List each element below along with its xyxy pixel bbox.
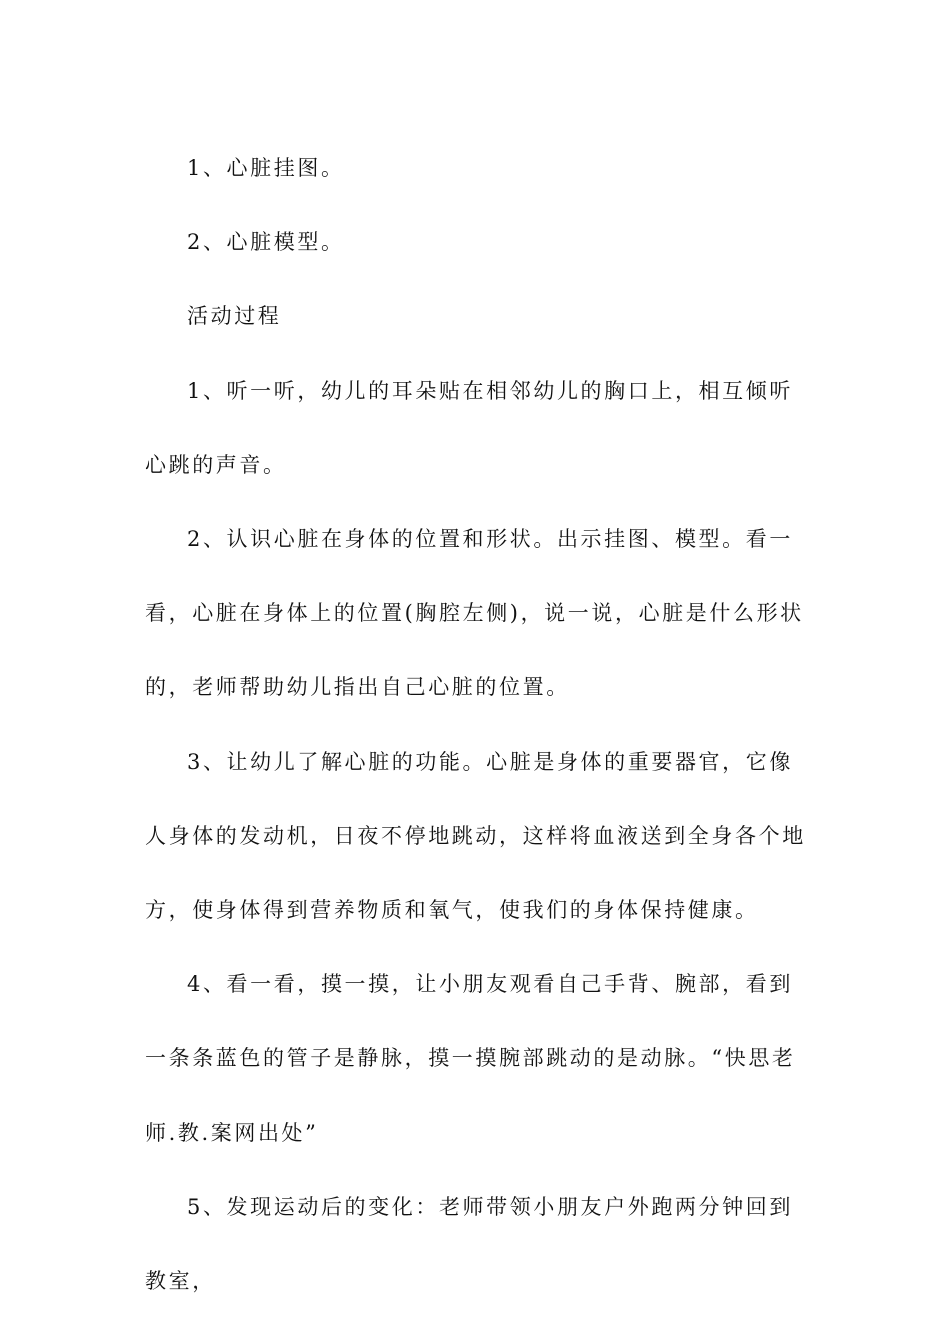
section-heading-activity-process: 活动过程	[187, 304, 282, 329]
paragraph-step-1: 1、听一听，幼儿的耳朵贴在相邻幼儿的胸口上，相互倾听心跳的声音。	[145, 378, 793, 477]
paragraph-step-3: 3、让幼儿了解心脏的功能。心脏是身体的重要器官，它像人身体的发动机，日夜不停地跳动，这样将血液送到全身各个地方，使身体得到营养物质和氧气，使我们的身体保持健康。	[145, 749, 806, 923]
paragraph-step-5: 5、发现运动后的变化：老师带领小朋友户外跑两分钟回到教室，	[145, 1194, 793, 1294]
paragraph-step-4: 4、看一看，摸一摸，让小朋友观看自己手背、腕部，看到一条条蓝色的管子是静脉，摸一摸腕部跳动的是动脉。“快思老师.教.案网出处”	[145, 972, 796, 1145]
paragraph-material-1: 1、心脏挂图。	[187, 156, 345, 180]
document-body	[145, 131, 810, 1318]
paragraph-material-2: 2、心脏模型。	[187, 230, 345, 255]
paragraph-step-2: 2、认识心脏在身体的位置和形状。出示挂图、模型。看一看，心脏在身体上的位置(胸腔左侧)，说一说，心脏是什么形状的，老师帮助幼儿指出自己心脏的位置。	[145, 527, 804, 700]
